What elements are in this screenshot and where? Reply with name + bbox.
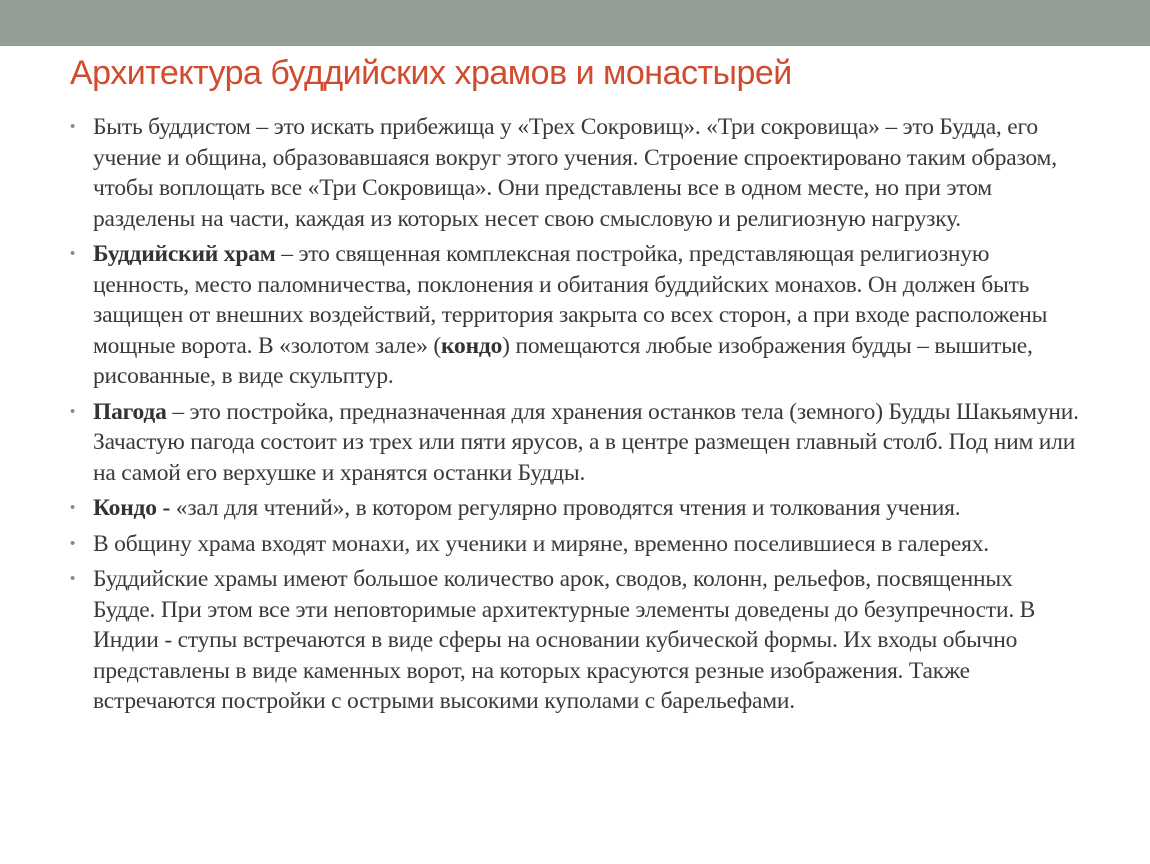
top-accent-band bbox=[0, 0, 1150, 46]
bullet-item bbox=[70, 112, 1080, 234]
bullet-item bbox=[70, 529, 1080, 560]
bullet-text: – это постройка, предназначенная для хранения останков тела (земного) Будды Шакьямуни. Зачастую пагода состоит из трех или пяти ярусов, а в центре размещен главный столб. Под ним или на самой его верхушке и хранятся останки Будды. bbox=[93, 398, 1079, 486]
bullet-marker: • bbox=[70, 245, 76, 262]
bullet-inline-term: кондо bbox=[441, 332, 503, 359]
bullet-item bbox=[70, 239, 1080, 392]
bullet-marker: • bbox=[70, 402, 76, 420]
bullet-marker: • bbox=[70, 118, 76, 135]
bullet-lead-term: Кондо - bbox=[93, 495, 171, 521]
bullet-text-continued: ) помещаются любые изображения будды – вышитые, рисованные, в виде скульптур. bbox=[93, 332, 1033, 389]
bullet-item bbox=[70, 564, 1080, 717]
bullet-lead-term: Пагода bbox=[93, 398, 167, 425]
bullet-marker: • bbox=[70, 534, 76, 552]
bullet-text: В общину храма входят монахи, их ученики и миряне, временно поселившиеся в галереях. bbox=[93, 530, 989, 557]
bullet-text: – это священная комплексная постройка, представляющая религиозную ценность, место паломничества, поклонения и обитания буддийских монахов. Он должен быть защищен от внешних воздействий, территория закрыта со всех сторон, а при входе расположены мощные ворота. В «золотом зале» ( bbox=[93, 241, 1048, 359]
bullet-text: «зал для чтений», в котором регулярно проводятся чтения и толкования учения. bbox=[170, 495, 961, 521]
slide-title: Архитектура буддийских храмов и монастырей bbox=[70, 54, 792, 92]
bullet-text: Быть буддистом – это искать прибежища у «Трех Сокровищ». «Три сокровища» – это Будда, его учение и община, образовавшаяся вокруг этого учения. Строение спроектировано таким образом, чтобы воплощать все «Три Сокровища». Они представлены все в одном месте, но при этом разделены на части, каждая из которых несет свою смысловую и религиозную нагрузку. bbox=[93, 114, 1057, 232]
bullet-marker: • bbox=[70, 570, 76, 587]
bullet-item bbox=[70, 493, 1080, 524]
bullet-marker: • bbox=[70, 499, 76, 516]
bullet-item bbox=[70, 397, 1080, 489]
bullet-list bbox=[70, 112, 1080, 722]
bullet-text: Буддийские храмы имеют большое количество арок, сводов, колонн, рельефов, посвященных Будде. При этом все эти неповторимые архитектурные элементы доведены до безупречности. В Индии - ступы встречаются в виде сферы на основании кубической формы. Их входы обычно представлены в виде каменных ворот, на которых красуются резные изображения. Также встречаются постройки с острыми высокими куполами с барельефами. bbox=[93, 566, 1036, 714]
bullet-lead-term: Буддийский храм bbox=[93, 241, 276, 267]
